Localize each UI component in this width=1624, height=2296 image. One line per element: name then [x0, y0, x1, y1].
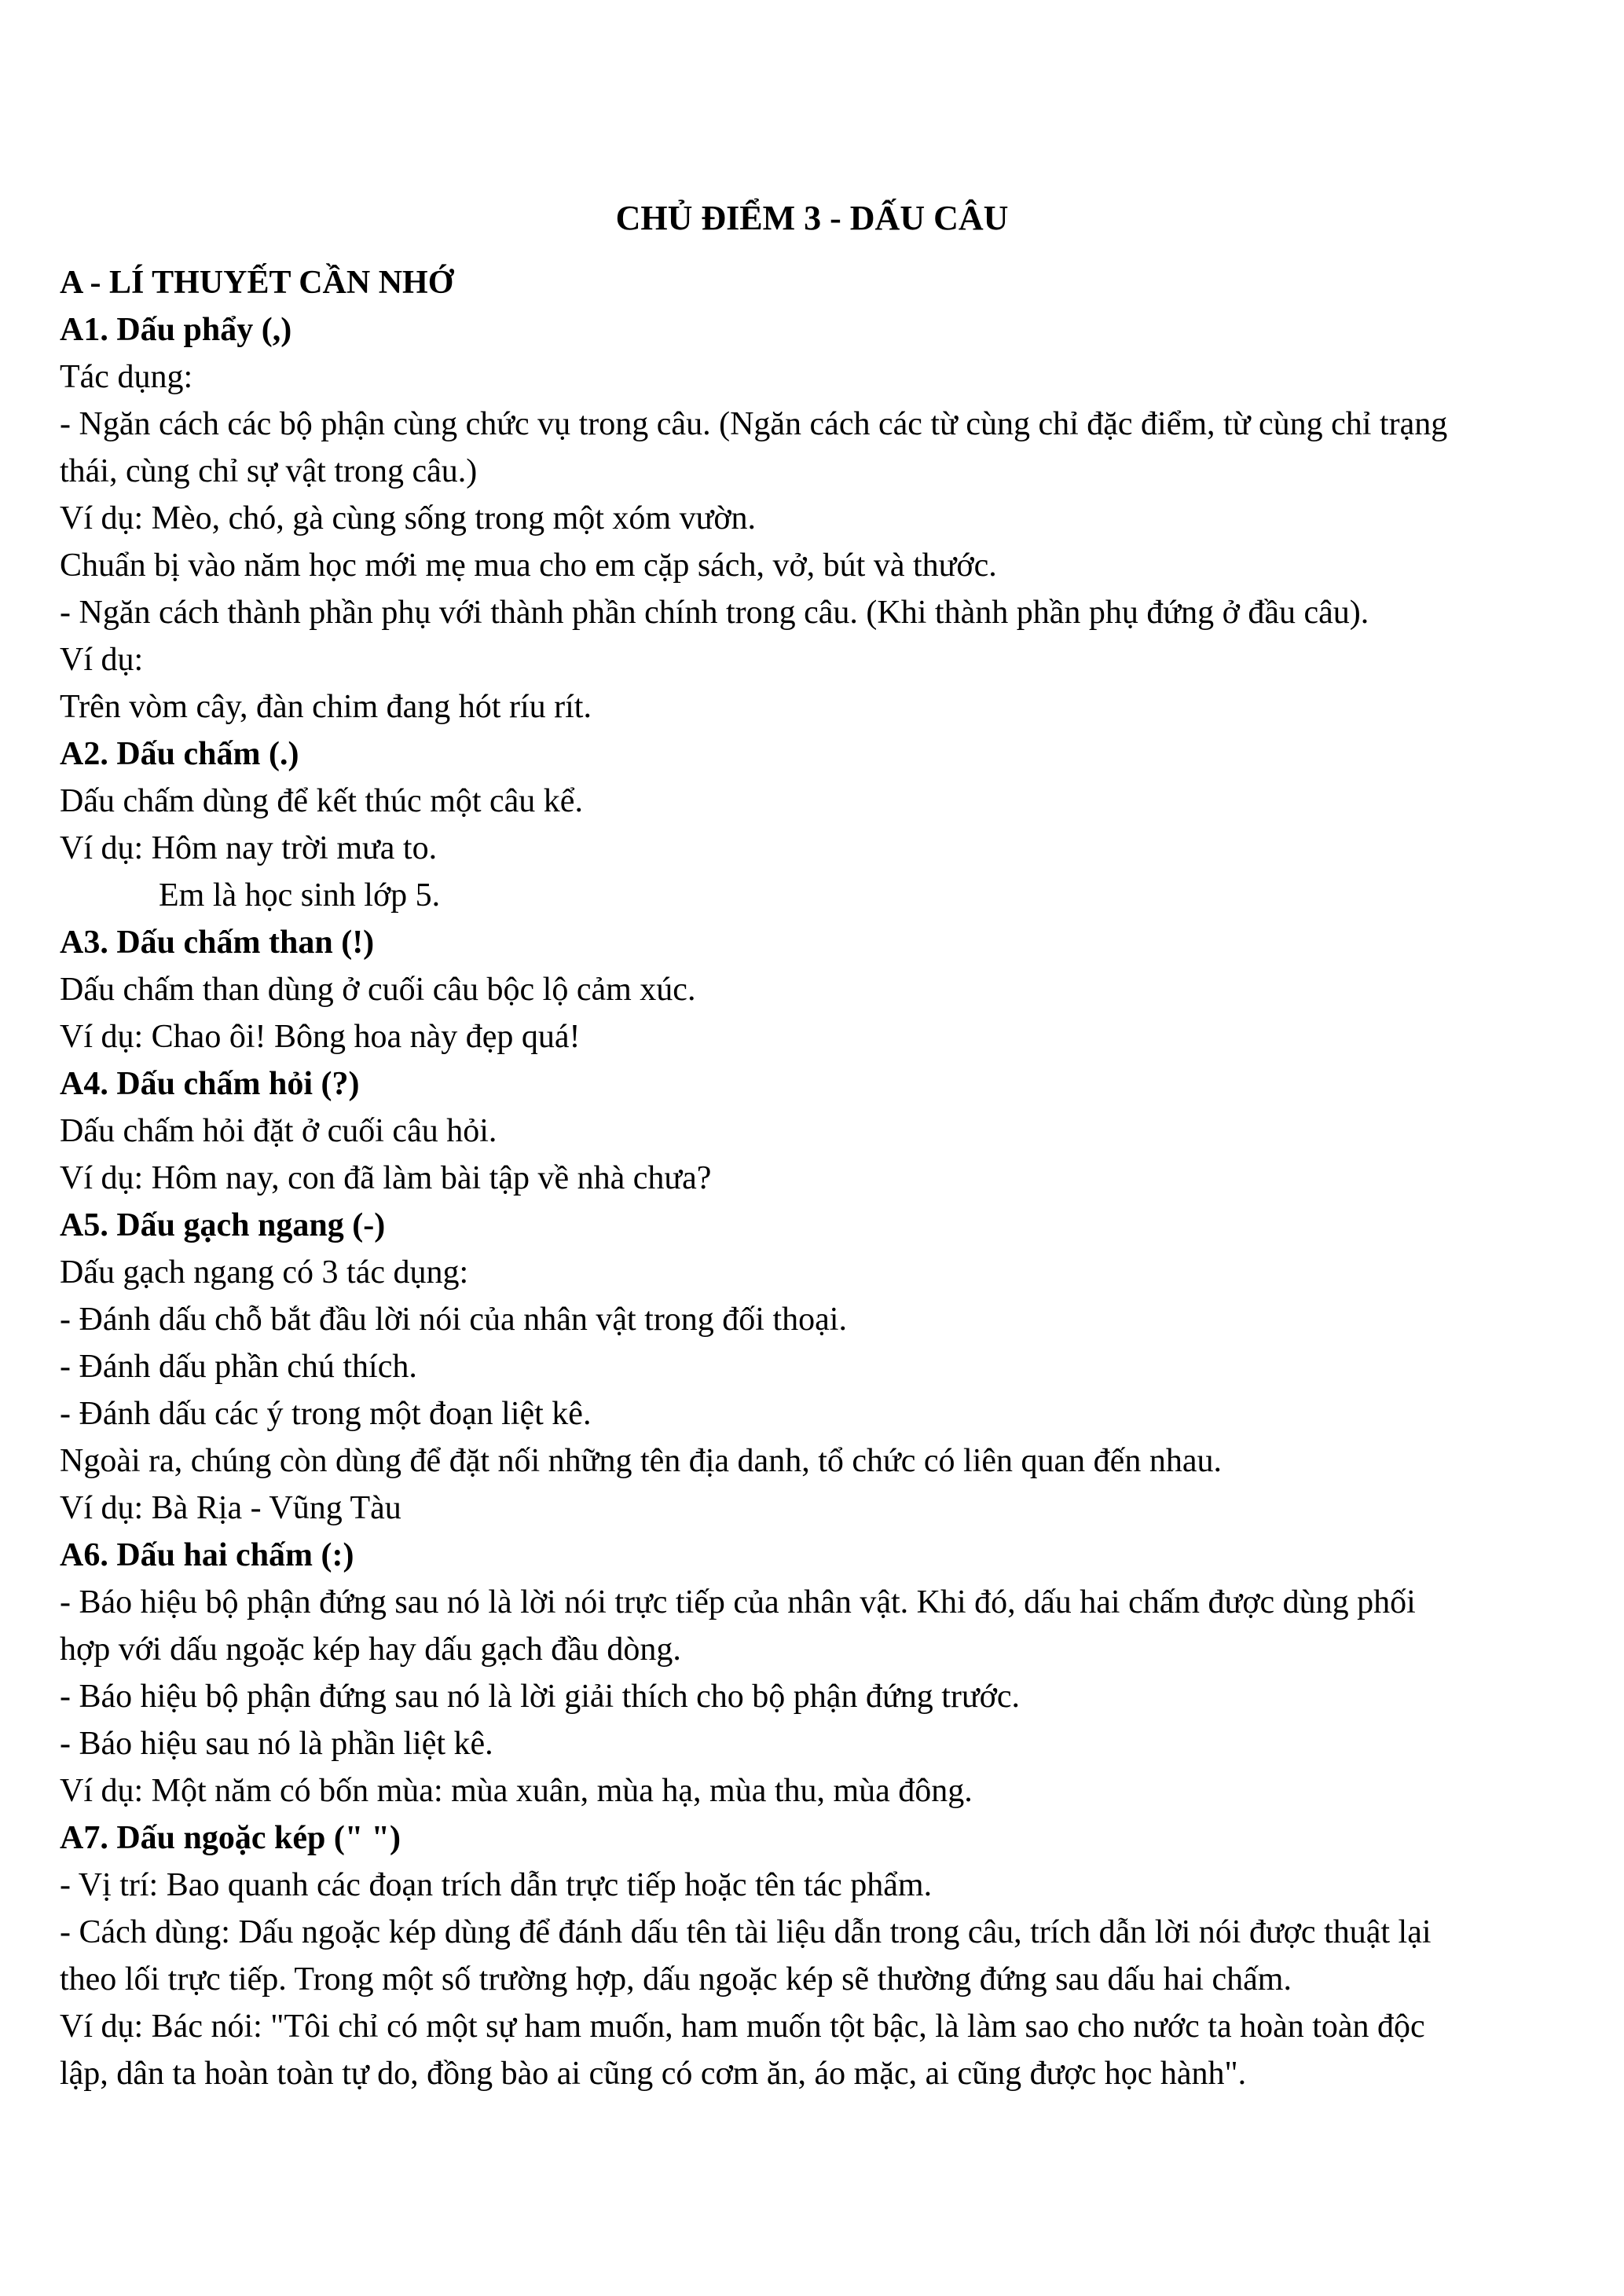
text-line: Ví dụ: Mèo, chó, gà cùng sống trong một xóm vườn.	[60, 500, 757, 536]
text-line: Ví dụ: Hôm nay, con đã làm bài tập về nhà chưa?	[60, 1160, 712, 1196]
text-line: Ví dụ: Bà Rịa - Vũng Tàu	[60, 1490, 401, 1526]
text-line: Dấu gạch ngang có 3 tác dụng:	[60, 1254, 469, 1291]
text-line: - Vị trí: Bao quanh các đoạn trích dẫn trực tiếp hoặc tên tác phẩm.	[60, 1867, 933, 1903]
section-heading: A3. Dấu chấm than (!)	[60, 925, 375, 961]
text-line: theo lối trực tiếp. Trong một số trường hợp, dấu ngoặc kép sẽ thường đứng sau dấu hai chấm.	[60, 1961, 1292, 1998]
text-line: Tác dụng:	[60, 359, 193, 395]
section-heading: A6. Dấu hai chấm (:)	[60, 1537, 354, 1573]
text-line: Dấu chấm dùng để kết thúc một câu kể.	[60, 783, 583, 819]
text-line: - Báo hiệu sau nó là phần liệt kê.	[60, 1726, 493, 1762]
section-heading: A7. Dấu ngoặc kép (" ")	[60, 1820, 401, 1856]
text-line: Chuẩn bị vào năm học mới mẹ mua cho em cặp sách, vở, bút và thước.	[60, 547, 997, 584]
text-line: - Đánh dấu phần chú thích.	[60, 1349, 417, 1385]
text-line: Ví dụ: Hôm nay trời mưa to.	[60, 830, 438, 866]
text-line: Ví dụ:	[60, 642, 144, 678]
text-line: Ngoài ra, chúng còn dùng để đặt nối những tên địa danh, tổ chức có liên quan đến nhau.	[60, 1443, 1222, 1479]
text-line: - Báo hiệu bộ phận đứng sau nó là lời nói trực tiếp của nhân vật. Khi đó, dấu hai chấm được dùng phối	[60, 1584, 1416, 1620]
text-line: Dấu chấm than dùng ở cuối câu bộc lộ cảm xúc.	[60, 972, 696, 1008]
text-line: Ví dụ: Chao ôi! Bông hoa này đẹp quá!	[60, 1019, 581, 1055]
page-title: CHỦ ĐIỂM 3 - DẤU CÂU	[615, 199, 1009, 237]
text-line: hợp với dấu ngoặc kép hay dấu gạch đầu dòng.	[60, 1631, 681, 1668]
text-line: - Ngăn cách các bộ phận cùng chức vụ trong câu. (Ngăn cách các từ cùng chỉ đặc điểm, từ cùng chỉ trạng	[60, 406, 1448, 442]
section-heading: A2. Dấu chấm (.)	[60, 736, 299, 772]
text-line: lập, dân ta hoàn toàn tự do, đồng bào ai cũng có cơm ăn, áo mặc, ai cũng được học hành".	[60, 2056, 1247, 2092]
text-line: Trên vòm cây, đàn chim đang hót ríu rít.	[60, 689, 592, 725]
document-body	[60, 259, 1560, 2097]
text-line: thái, cùng chỉ sự vật trong câu.)	[60, 453, 478, 489]
text-line: Ví dụ: Một năm có bốn mùa: mùa xuân, mùa hạ, mùa thu, mùa đông.	[60, 1773, 973, 1809]
section-heading: A5. Dấu gạch ngang (-)	[60, 1207, 386, 1243]
section-heading: A - LÍ THUYẾT CẦN NHỚ	[60, 265, 454, 301]
text-line: - Cách dùng: Dấu ngoặc kép dùng để đánh dấu tên tài liệu dẫn trong câu, trích dẫn lời nói được thuật lại	[60, 1914, 1432, 1950]
text-line: - Báo hiệu bộ phận đứng sau nó là lời giải thích cho bộ phận đứng trước.	[60, 1679, 1020, 1715]
text-line: Em là học sinh lớp 5.	[159, 877, 441, 914]
text-line: - Ngăn cách thành phần phụ với thành phần chính trong câu. (Khi thành phần phụ đứng ở đầu câu).	[60, 595, 1369, 631]
text-line: - Đánh dấu chỗ bắt đầu lời nói của nhân vật trong đối thoại.	[60, 1302, 847, 1338]
text-line: - Đánh dấu các ý trong một đoạn liệt kê.	[60, 1396, 592, 1432]
text-line: Dấu chấm hỏi đặt ở cuối câu hỏi.	[60, 1113, 497, 1149]
text-line: Ví dụ: Bác nói: "Tôi chỉ có một sự ham muốn, ham muốn tột bậc, là làm sao cho nước ta hoàn toàn độc	[60, 2009, 1425, 2045]
section-heading: A1. Dấu phẩy (,)	[60, 312, 292, 348]
section-heading: A4. Dấu chấm hỏi (?)	[60, 1066, 360, 1102]
